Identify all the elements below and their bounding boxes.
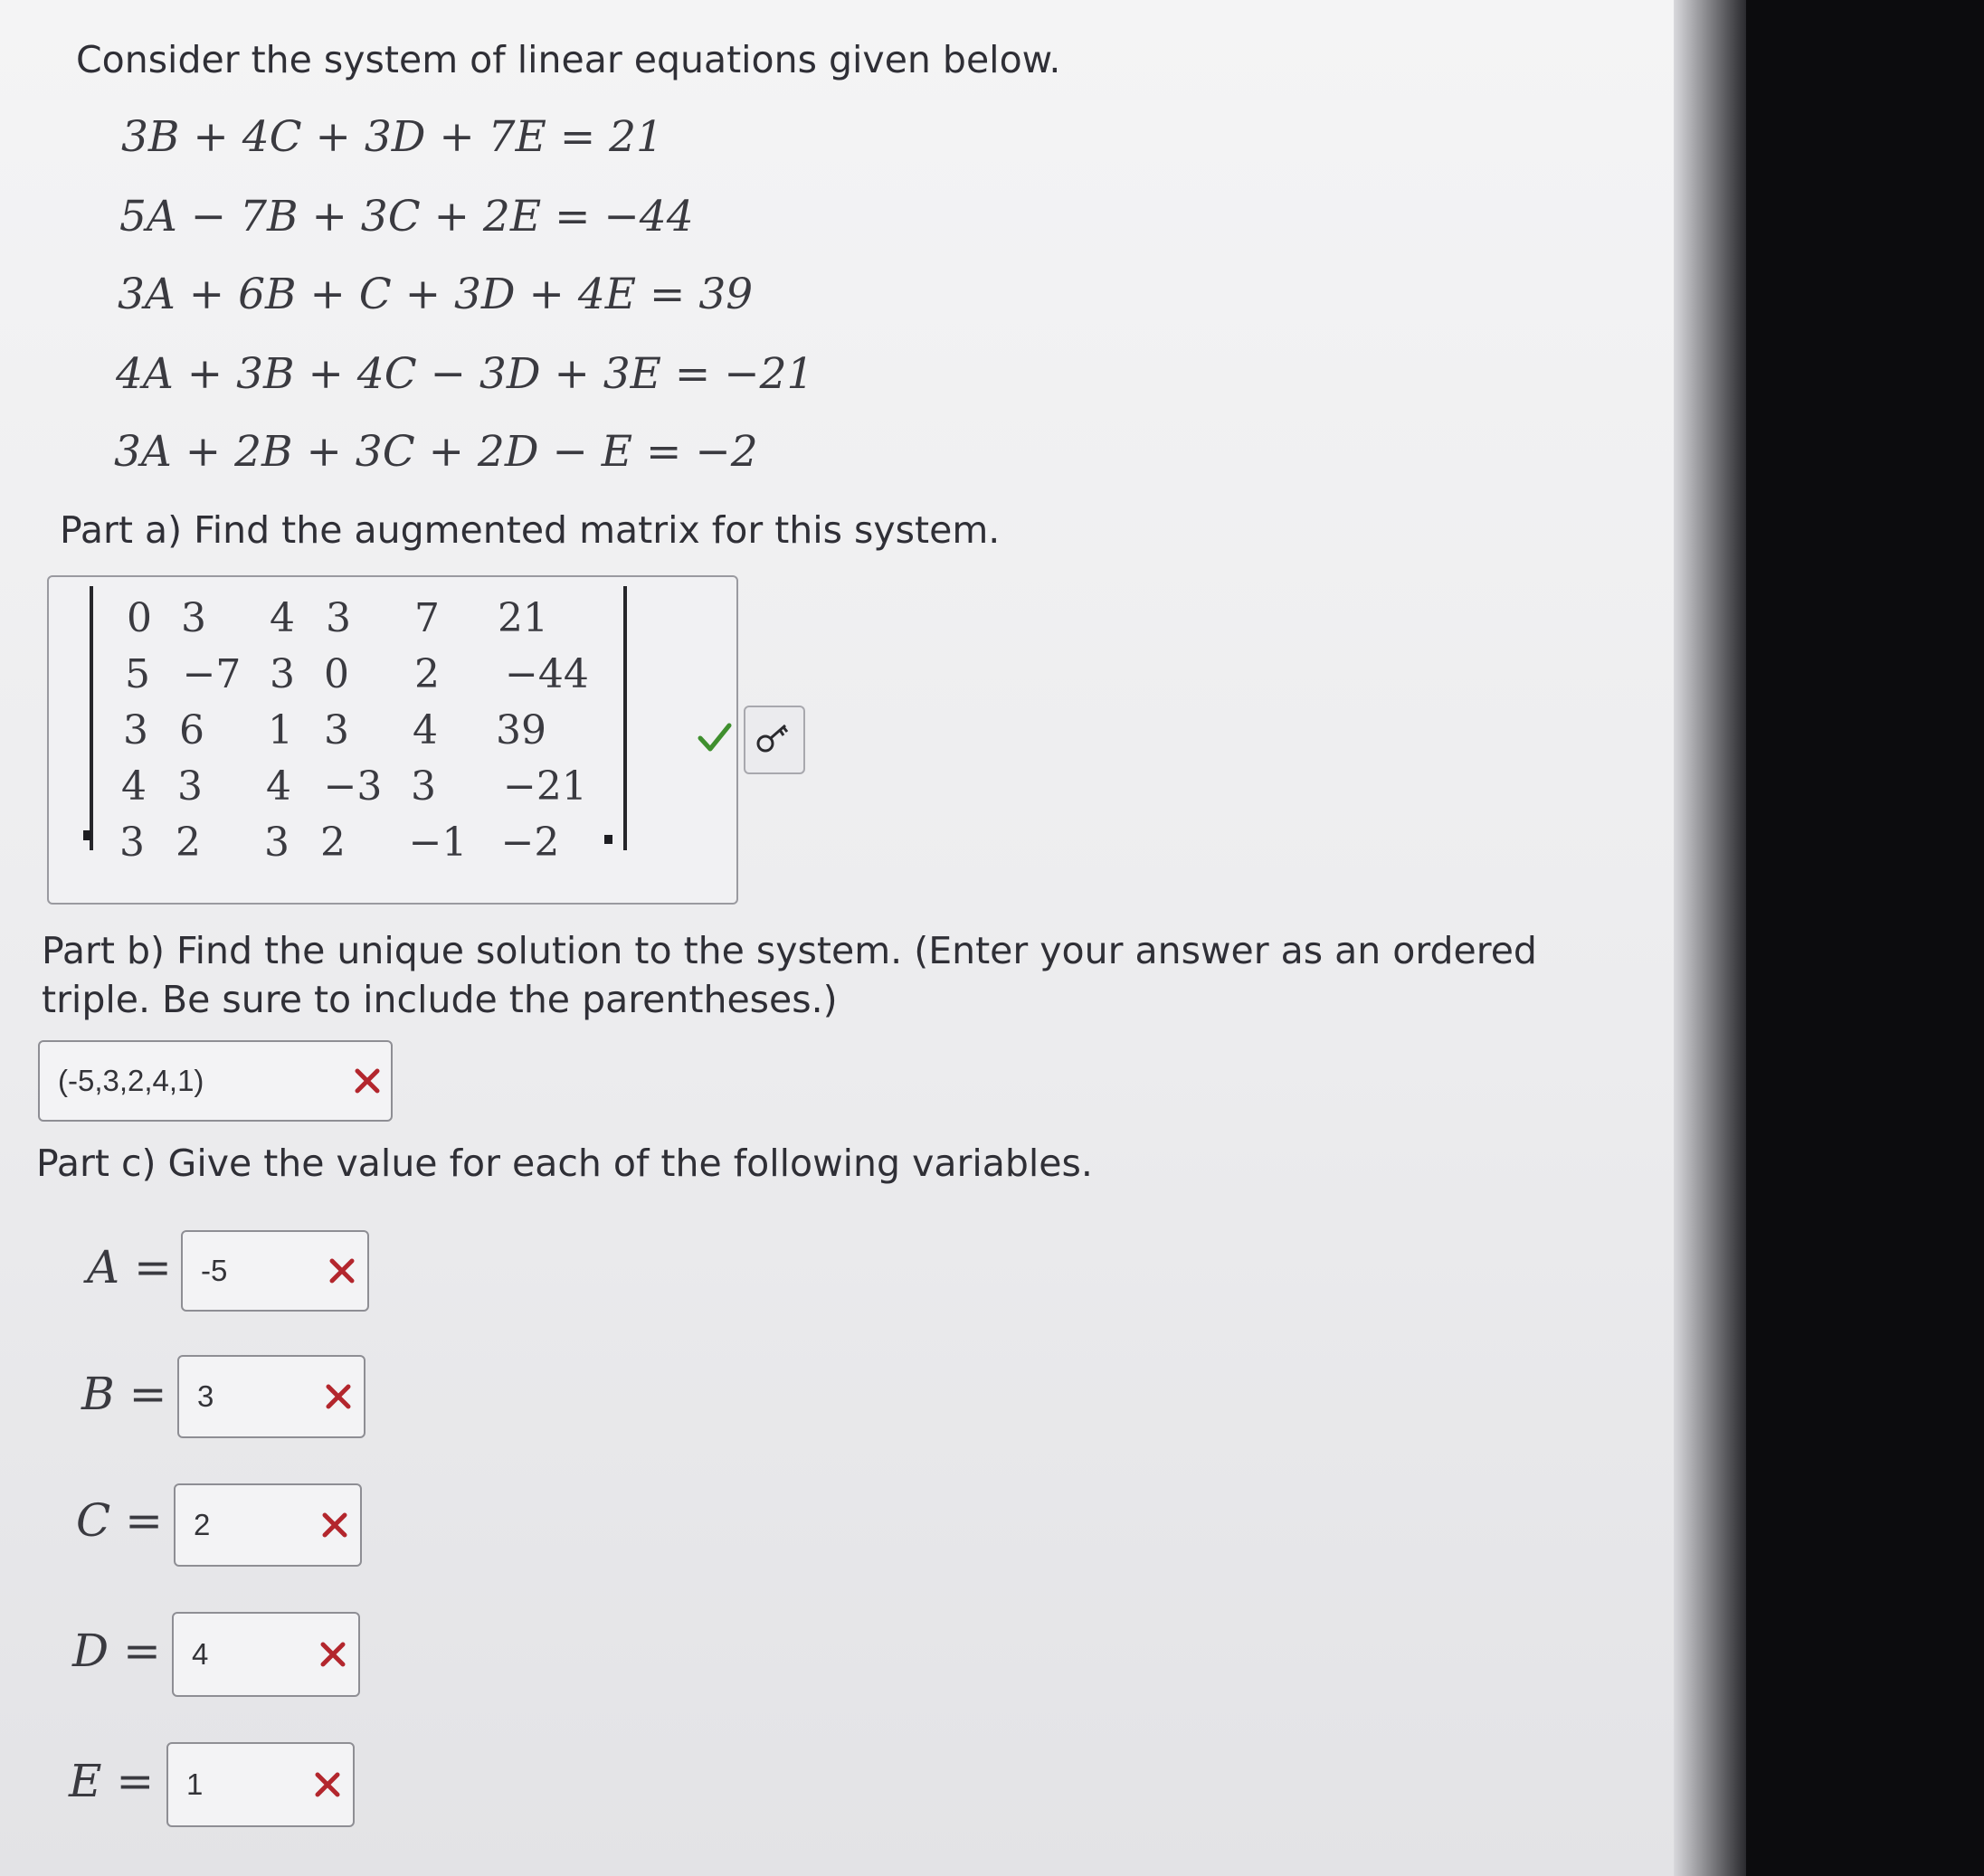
matrix-cell: 3	[326, 595, 351, 641]
incorrect-x-icon	[353, 1066, 382, 1095]
screen-edge	[1674, 0, 1746, 1876]
variable-b-value: 3	[197, 1379, 214, 1413]
variable-d-input[interactable]	[172, 1612, 360, 1697]
matrix-cell: −3	[323, 763, 383, 810]
matrix-cell: 3	[123, 707, 148, 753]
matrix-cell: 3	[264, 820, 290, 866]
incorrect-x-icon	[320, 1511, 349, 1540]
solution-input[interactable]	[38, 1040, 393, 1122]
variable-c-input[interactable]	[174, 1483, 362, 1567]
matrix-cell: 21	[498, 595, 548, 641]
matrix-cell: −21	[503, 763, 587, 810]
matrix-cell: 4	[270, 595, 295, 641]
variable-e-label: E =	[69, 1755, 155, 1807]
part-b-prompt: Part b) Find the unique solution to the system. (Enter your answer as an ordered triple. Be sure to include the parentheses.)	[42, 929, 1537, 1021]
variable-e-input[interactable]	[166, 1742, 355, 1827]
part-c-prompt: Part c) Give the value for each of the following variables.	[36, 1142, 1093, 1185]
incorrect-x-icon	[318, 1640, 347, 1669]
matrix-right-bracket	[616, 586, 627, 850]
part-a-prompt: Part a) Find the augmented matrix for this system.	[60, 508, 1001, 552]
matrix-cell: 4	[413, 707, 438, 753]
equation-4: 4A + 3B + 4C − 3D + 3E = −21	[116, 349, 814, 399]
variable-c-value: 2	[194, 1508, 211, 1541]
matrix-cell: 0	[127, 595, 152, 641]
equation-5: 3A + 2B + 3C + 2D − E = −2	[114, 427, 758, 477]
matrix-cell: −44	[505, 651, 589, 697]
incorrect-x-icon	[313, 1770, 342, 1799]
variable-d-value: 4	[192, 1637, 209, 1671]
variable-d-label: D =	[72, 1625, 161, 1677]
matrix-cell: 6	[179, 707, 204, 753]
matrix-cell: 4	[266, 763, 291, 810]
matrix-cell: 0	[324, 651, 349, 697]
matrix-cell: −2	[500, 820, 560, 866]
matrix-cell: −7	[182, 651, 242, 697]
matrix-cell: 3	[324, 707, 349, 753]
equation-1: 3B + 4C + 3D + 7E = 21	[121, 112, 663, 162]
matrix-right-marker	[604, 835, 612, 844]
answer-key-button[interactable]	[744, 706, 805, 774]
variable-e-value: 1	[186, 1767, 204, 1801]
matrix-cell: 39	[496, 707, 546, 753]
variable-a-label: A =	[87, 1241, 172, 1293]
checkmark-icon	[697, 720, 733, 756]
matrix-cell: 4	[121, 763, 147, 810]
augmented-matrix-answer[interactable]	[47, 575, 738, 905]
variable-b-label: B =	[81, 1368, 167, 1420]
variable-c-label: C =	[76, 1494, 164, 1547]
matrix-cell: 7	[414, 595, 440, 641]
equation-2: 5A − 7B + 3C + 2E = −44	[119, 192, 694, 242]
variable-a-input[interactable]	[181, 1230, 369, 1312]
incorrect-x-icon	[328, 1256, 356, 1285]
matrix-cell: 3	[411, 763, 436, 810]
equation-3: 3A + 6B + C + 3D + 4E = 39	[118, 270, 754, 319]
variable-a-value: -5	[201, 1254, 228, 1287]
matrix-cell: 3	[270, 651, 295, 697]
matrix-cell: 2	[176, 820, 201, 866]
matrix-cell: 3	[181, 595, 206, 641]
matrix-cell: 3	[119, 820, 145, 866]
matrix-cell: 1	[268, 707, 293, 753]
solution-value: (-5,3,2,4,1)	[58, 1064, 204, 1097]
matrix-left-marker	[83, 830, 91, 840]
key-icon	[745, 707, 803, 772]
matrix-cell: −1	[408, 820, 468, 866]
matrix-cell: 5	[125, 651, 150, 697]
matrix-cell: 2	[320, 820, 346, 866]
matrix-cell: 2	[414, 651, 440, 697]
matrix-cell: 3	[177, 763, 203, 810]
intro-text: Consider the system of linear equations given below.	[76, 38, 1061, 81]
variable-b-input[interactable]	[177, 1355, 365, 1438]
incorrect-x-icon	[324, 1382, 353, 1411]
